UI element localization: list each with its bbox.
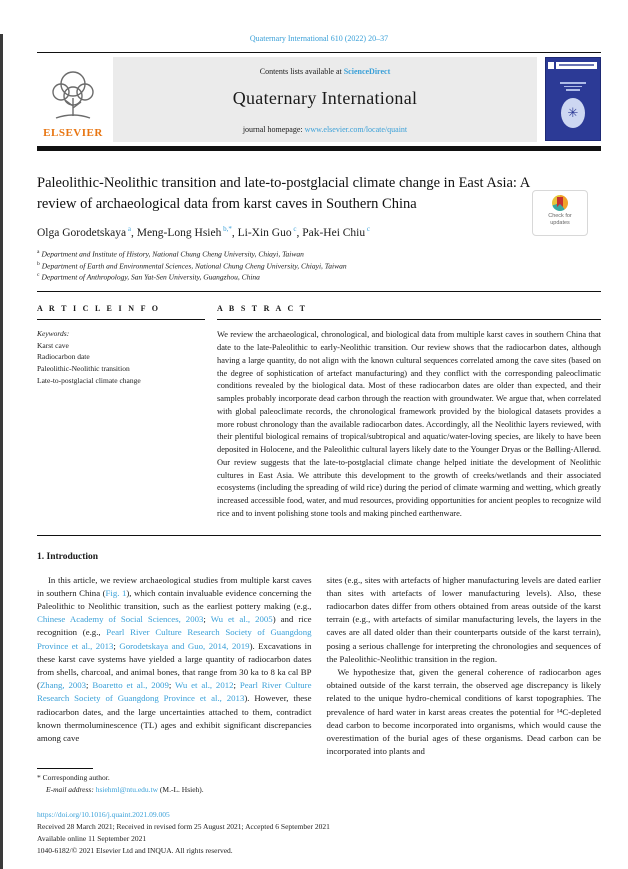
cover-emblem-icon: ✳ — [561, 98, 585, 128]
check-for-updates-label: Check for updates — [548, 213, 572, 227]
journal-cover-thumbnail[interactable] — [545, 57, 601, 141]
citation-link[interactable]: Wu et al., 2005 — [210, 614, 273, 625]
corresponding-author-line: * Corresponding author. — [37, 773, 110, 783]
abstract-column — [217, 292, 601, 520]
cover-title-strip — [556, 62, 597, 69]
keywords-label: Keywords: — [37, 329, 70, 339]
page-title: Paleolithic-Neolithic transition and late-to-postglacial climate change in East Asia: A review of archaeological data from karst caves in Southern China — [37, 175, 530, 212]
citation-link[interactable]: Fig. 1 — [105, 587, 127, 598]
doi-link[interactable]: https://doi.org/10.1016/j.quaint.2021.09.005 — [37, 809, 170, 819]
affiliations — [37, 248, 601, 283]
keywords-list — [37, 328, 205, 386]
paper-page — [0, 34, 628, 869]
info-abstract-block — [37, 292, 601, 520]
keyword-item: Karst cave — [37, 340, 69, 350]
available-online-line: Available online 11 September 2021 — [37, 833, 147, 843]
journal-banner — [113, 57, 537, 142]
author-name: Meng-Long Hsieh $^{b,*}$ — [136, 225, 232, 239]
issn-copyright-line: 1040-6182/© 2021 Elsevier Ltd and INQUA. All rights reserved. — [37, 845, 233, 855]
received-line: Received 28 March 2021; Received in revised form 25 August 2021; Accepted 6 September 2021 — [37, 821, 330, 831]
email-suffix: (M.-L. Hsieh). — [158, 784, 204, 794]
check-for-updates-badge[interactable] — [532, 190, 588, 236]
author-name: Li-Xin Guo $^c$ — [237, 225, 297, 239]
body-column-left — [37, 574, 312, 759]
footnote-rule — [37, 768, 93, 769]
affiliation-item: $^c$ Department of Anthropology, San Yat-Sen University, Guangzhou, China — [37, 272, 260, 282]
header-bottom-rule — [37, 146, 601, 151]
publication-details — [37, 809, 601, 857]
elsevier-tree-icon — [48, 68, 98, 126]
sciencedirect-link[interactable]: ScienceDirect — [343, 67, 391, 76]
citation-link[interactable]: Zhang, 2003 — [39, 680, 87, 691]
email-label: E-mail address: — [46, 784, 94, 794]
authors-line: Olga Gorodetskaya $^a$, Meng-Long Hsieh $^{b,*}$, Li-Xin Guo $^c$, Pak-Hei Chiu $^c$ — [37, 225, 370, 239]
author-affiliation-superscript[interactable]: c — [365, 225, 370, 234]
cover-corner-mark — [548, 62, 554, 69]
intro-paragraph-right-1: sites (e.g., sites with artefacts of higher manufacturing levels are dated earlier than sites with artefacts of lower manufacturing levels). Also, these radiocarbon dates differ from others obtained from areas outside of the karst terrain (e.g., with artefacts of similar manufacturing levels, the layers in the caves are all dated older than their counterparts outside of the karst terrain), posing a serious challenge for interpreting the chronologies and sequences of the Paleolithic-Neolithic transition in the region. — [326, 574, 601, 664]
article-info-rule — [37, 319, 205, 320]
abstract-text: We review the archaeological, chronological, and biological data from multiple karst caves in southern China that date to the late-Paleolithic to early-Neolithic transition. Our review shows that the radiocarbon dates, although having a large quantity, do not align with the known cultural sequences correlated among the cave sites (based on the degree of sophistication of artefact manufacturing) and they conflict with the corresponding paleoclimatic conditions revealed by the biological data. Most of these radiocarbon dates are older than expected, and their samples probably incorporate dead carbon through the reaction with groundwater. We argue that, when correlated with global paleoclimate records, the chronological framework provided by the biological datasets provides a more robust chronology than the available radiocarbon dates. Accordingly, all the Neolithic layers reviewed, with their plentiful biological remains of tropical/subtropical and aquatic/water-loving species, are likely to have been deposited in Holocene, and the Paleolithic cultural layers likely date to the Younger Dryas or the Bølling-Allerød. Our review suggests that the late-to-postglacial climate change helped initiate the development of Neolithic cultures in East Asia. We attribute this development to the growth of creeks/wetlands and their associated ecosystems (including the spreading of wild rice) during the period of climate warming and wetting, which greatly increased accessible food, water, and mud resources, providing opportunities for ancient peoples to recognize wild rice and to invent polishing stone tools and making pinched earthenware. — [217, 330, 601, 518]
abstract-bottom-rule — [37, 535, 601, 536]
citation-link[interactable]: Wu et al., 2012 — [174, 680, 234, 691]
keyword-item: Paleolithic-Neolithic transition — [37, 364, 130, 374]
keyword-item: Radiocarbon date — [37, 352, 90, 362]
elsevier-logo[interactable] — [37, 57, 109, 142]
section-heading-introduction: 1. Introduction — [37, 551, 99, 562]
body-column-right — [327, 574, 602, 759]
intro-paragraph-left: In this article, we review archaeological studies from multiple karst caves in southern China (Fig. 1), which contain invaluable evidence concerning the Paleolithic to Neolithic transition, such as the earliest pottery making (e.g., Chinese Academy of Social Sciences, 2003; Wu et al., 2005) and rice recognition (e.g., Pearl River Culture Research Society of Guangdong Province et al., 2013; Gorodetskaya and Guo, 2014, 2019). Excavations in these karst cave systems have yielded a large quantity of radiocarbon dates from shells, charcoal, and animal bones, that range from 30 ka to 8 ka cal BP (Zhang, 2003; Boaretto et al., 2009; Wu et al., 2012; Pearl River Culture Research Society of Guangdong Province et al., 2013). However, these radiocarbon dates, and the large uncertainties attached to them, contradict known thermoluminescence (TL) ages and exhibit significant discrepancies among cave — [37, 574, 312, 743]
corresponding-author-footnote — [37, 768, 601, 795]
article-info-column — [37, 292, 205, 520]
email-link[interactable]: hsiehml@ntu.edu.tw — [95, 784, 159, 794]
cover-text-lines — [546, 80, 600, 93]
body-columns — [37, 574, 601, 759]
keyword-item: Late-to-postglacial climate change — [37, 375, 141, 385]
email-line — [37, 784, 601, 796]
intro-paragraph-right-2: We hypothesize that, given the general coherence of radiocarbon ages obtained outside of the karst terrain, the observed age discrepancy is likely related to the unique hydro-chemical conditions of karst topographies. The prevalence of hard water in karst areas creates the potential for ¹⁴C-depleted dead carbon to become incorporated into organisms, which would cause the overestimation of the burial ages of these organisms. Dead carbon can be incorporated into plants and — [326, 667, 601, 757]
homepage-link[interactable]: www.elsevier.com/locate/quaint — [304, 125, 408, 134]
citation-link[interactable]: Pearl River Culture Research Society of Guangdong Province et al., 2013 — [37, 627, 312, 651]
author-name: Pak-Hei Chiu $^c$ — [302, 225, 370, 239]
elsevier-wordmark: ELSEVIER — [43, 127, 103, 139]
affiliation-item: $^a$ Department and Institute of History, National Chung Cheng University, Chiayi, Taiwan — [37, 248, 304, 259]
abstract-header: A B S T R A C T — [217, 304, 308, 314]
journal-title: Quaternary International — [232, 88, 418, 108]
citation-link[interactable]: Chinese Academy of Social Sciences, 2003 — [37, 614, 204, 625]
affiliation-item: $^b$ Department of Earth and Environmental Sciences, National Chung Cheng University, Chiayi, Taiwan — [37, 260, 347, 271]
author-affiliation-superscript[interactable]: b,* — [221, 225, 232, 234]
contents-line — [119, 67, 531, 76]
author-affiliation-superscript[interactable]: c — [291, 225, 297, 234]
contents-prefix: Contents lists available at — [259, 67, 344, 76]
abstract-rule — [217, 319, 601, 320]
homepage-line — [119, 125, 531, 134]
author-name: Olga Gorodetskaya $^a$ — [37, 225, 131, 239]
author-affiliation-superscript[interactable]: a — [126, 225, 131, 234]
citation-link[interactable]: Pearl River Culture Research Society of Guangdong Province et al., 2013 — [37, 680, 312, 704]
citation-link[interactable]: Gorodetskaya and Guo, 2014, 2019 — [119, 640, 250, 651]
journal-header — [37, 57, 601, 142]
crossmark-icon — [552, 195, 568, 211]
header-top-rule — [37, 52, 601, 53]
article-info-header: A R T I C L E I N F O — [37, 304, 161, 314]
citation-link[interactable]: Boaretto et al., 2009 — [92, 680, 169, 691]
journal-reference: Quaternary International 610 (2022) 20–37 — [249, 34, 389, 43]
homepage-prefix: journal homepage: — [242, 125, 305, 134]
